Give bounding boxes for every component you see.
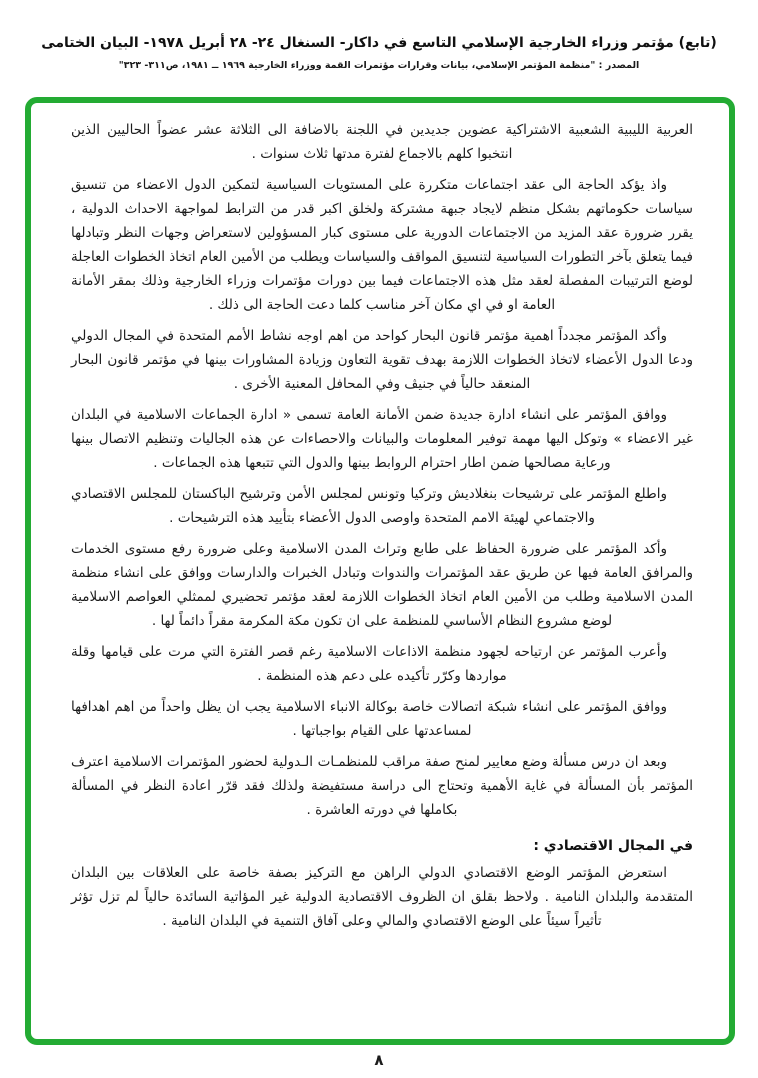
body-paragraph: وأكد المؤتمر مجدداً اهمية مؤتمر قانون البحار كواحد من اهم اوجه نشاط الأمم المتحدة في المجال الدولي ودعا الدول الأعضاء لاتخاذ الخطوات اللازمة بهدف تقوية التعاون وزيادة المشاورات بينها في مؤتمر قانون البحار المنعقد حالياً في جنيڤ وفي المحافل المعنية الأخرى . [71, 328, 693, 392]
document-title: (تابع) مؤتمر وزراء الخارجية الإسلامي التاسع في داكار- السنغال ٢٤- ٢٨ أبريل ١٩٧٨- البيان الختامى [41, 35, 717, 51]
document-header [0, 0, 758, 71]
body-paragraph: واطلع المؤتمر على ترشيحات بنغلاديش وتركيا وتونس لمجلس الأمن وترشيح الباكستان للمجلس الاقتصادي والاجتماعي لهيئة الامم المتحدة واوصى الدول الأعضاء بتأييد هذه الترشيحات . [71, 486, 667, 526]
body-paragraph: وبعد ان درس مسألة وضع معايير لمنح صفة مراقب للمنظمـات الـدولية لحضور المؤتمرات الاسلامية اعترف المؤتمر بأن المسألة في غاية الأهمية وتحتاج الى دراسة مستفيضة ولذلك فقد قرّر اعادة النظر في المسألة بكاملها في دورته العاشرة . [71, 754, 693, 818]
body-paragraph: ووافق المؤتمر على انشاء شبكة اتصالات خاصة بوكالة الانباء الاسلامية يجب ان يظل واحداً من اهم اهدافها لمساعدتها على القيام بواجباتها . [71, 699, 667, 739]
source-line: المصدر : "منظمة المؤتمر الإسلامي، بيانات وقرارات مؤتمرات القمة ووزراء الخارجية ١٩٦٩ ــ ١٩٨١، ص٣١١- ٣٢٣" [118, 60, 640, 71]
body-paragraph: وأكد المؤتمر على ضرورة الحفاظ على طابع وتراث المدن الاسلامية وعلى ضرورة رفع مستوى الخدمات والمرافق العامة فيها عن طريق عقد المؤتمرات والندوات وتبادل الخبرات والدارسات ووافق على انشاء منظمة المدن الاسلامية وطلب من الأمين العام اتخاذ الخطوات اللازمة لعقد مؤتمر تحضيري لممثلي العواصم الاسلامية لوضع مشروع النظام الأساسي للمنظمة على ان تكون مكة المكرمة مقراً دائماً لها . [71, 541, 693, 629]
section-heading-economic: في المجال الاقتصادي : [533, 838, 693, 854]
body-paragraph: العربية الليبية الشعبية الاشتراكية عضوين جديدين في اللجنة بالاضافة الى الثلاثة عشر عضواً الحاليين الذين انتخبوا كلهم بالاجماع لفترة مدتها ثلاث سنوات . [71, 122, 693, 162]
body-paragraph: استعرض المؤتمر الوضع الاقتصادي الدولي الراهن مع التركيز بصفة خاصة على العلاقات بين البلدان المتقدمة والبلدان النامية . ولاحظ بقلق ان الظروف الاقتصادية الدولية غير المؤاتية السائدة حالياً لم تزل تؤثر تأثيراً سيئاً على الوضع الاقتصادي والمالي وعلى آفاق التنمية في البلدان النامية . [71, 865, 693, 929]
green-bordered-content-box [25, 97, 735, 1045]
body-paragraph: ووافق المؤتمر على انشاء ادارة جديدة ضمن الأمانة العامة تسمى « ادارة الجماعات الاسلامية في البلدان غير الاعضاء » وتوكل اليها مهمة توفير المعلومات والبيانات والاحصاءات عن هذه الجاليات وتنظيم الاتصال بينها ورعاية مصالحها ضمن اطار احترام الروابط بينها والدول التي تتبعها هذه الجماعات . [71, 407, 693, 471]
body-paragraph: واذ يؤكد الحاجة الى عقد اجتماعات متكررة على المستويات السياسية لتمكين الدول الاعضاء من تنسيق سياسات حكوماتهم بشكل منظم لايجاد جبهة مشتركة ولخلق اكبر قدر من الترابط لمواجهة الاحداث الدولية ، يقرر ضرورة عقد المزيد من الاجتماعات الدورية على مستوى كبار المسؤولين لاستعراض وجهات النظر وتبادلها فيما يتعلق بآخر التطورات السياسية لتنسيق المواقف والسياسات ويطلب من الأمين العام اتخاذ الخطوات العاجلة لوضع الترتيبات المفصلة لعقد مثل هذه الاجتماعات فيما بين دورات مؤتمرات وزراء الخارجية وذلك بمقر الأمانة العامة او في اي مكان آخر مناسب كلما دعت الحاجة الى ذلك . [71, 177, 693, 313]
page-number: ٨ [374, 1051, 384, 1069]
body-paragraph: وأعرب المؤتمر عن ارتياحه لجهود منظمة الاذاعات الاسلامية رغم قصر الفترة التي مرت على قيامها وقلة مواردها وكرّر تأكيده على دعم هذه المنظمة . [71, 644, 667, 684]
